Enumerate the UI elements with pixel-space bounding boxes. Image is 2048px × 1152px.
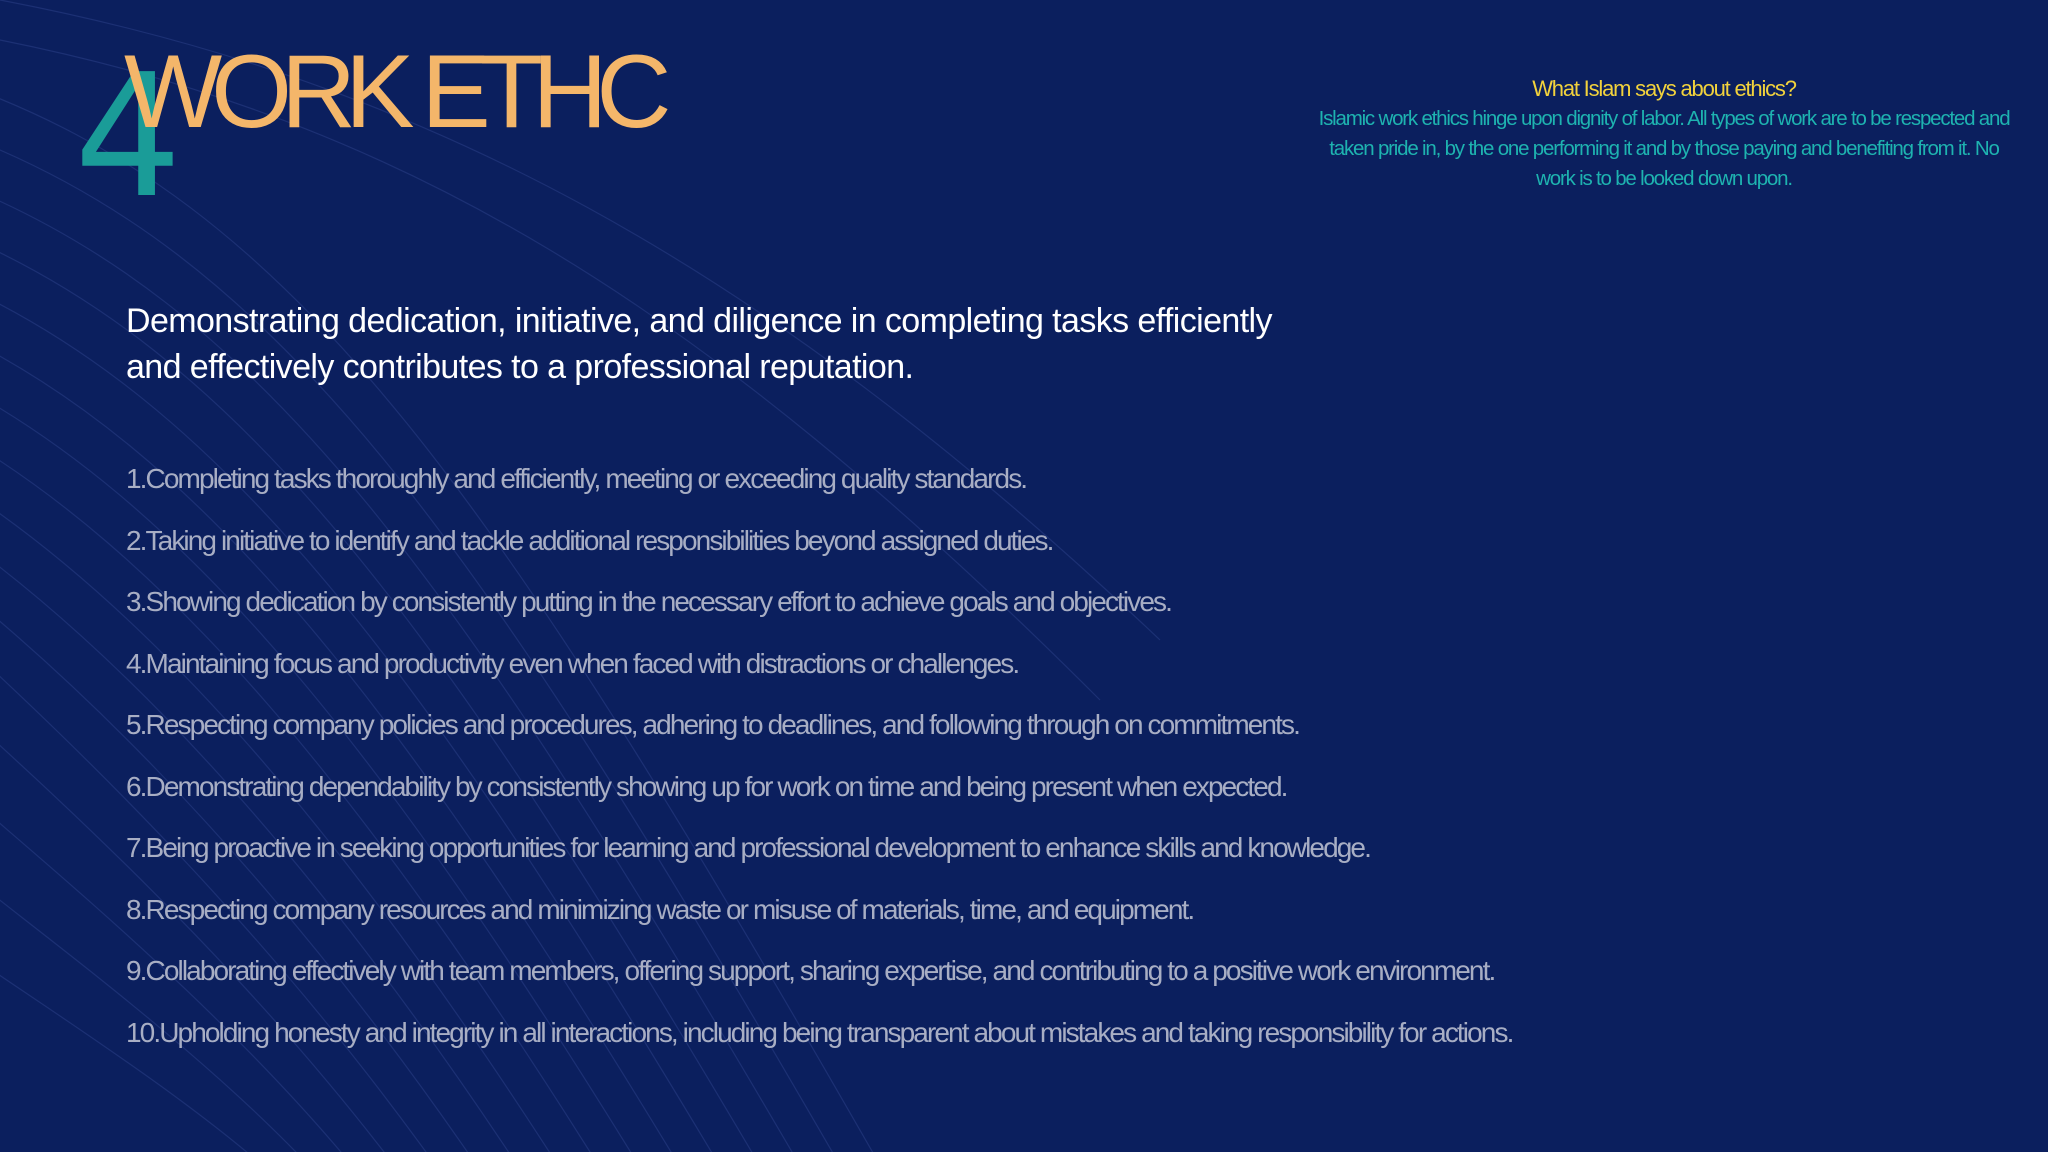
side-note-body: Islamic work ethics hinge upon dignity of labor. All types of work are to be respected and taken pride in, by the one performing it and by those paying and benefiting from it. No work is to be looked down upon. — [1318, 107, 2010, 190]
work-ethic-points-list — [126, 448, 1512, 1063]
side-note-heading: What Islam says about ethics? — [1532, 76, 1796, 101]
list-item: 1.Completing tasks thoroughly and efficiently, meeting or exceeding quality standards. — [126, 463, 1027, 494]
lead-line-2: and effectively contributes to a professional reputation. — [126, 348, 914, 386]
lead-line-1: Demonstrating dedication, initiative, and diligence in completing tasks efficiently — [126, 302, 1272, 340]
list-item: 10.Upholding honesty and integrity in all interactions, including being transparent about mistakes and taking responsibility for actions. — [126, 1016, 1513, 1048]
list-item: 8.Respecting company resources and minimizing waste or misuse of materials, time, and equipment. — [126, 893, 1194, 925]
list-item: 2.Taking initiative to identify and tackle additional responsibilities beyond assigned duties. — [126, 524, 1053, 556]
list-item: 4.Maintaining focus and productivity even when faced with distractions or challenges. — [126, 647, 1019, 679]
list-item: 6.Demonstrating dependability by consistently showing up for work on time and being present when expected. — [126, 770, 1287, 802]
slide-title: WORK ETHC — [124, 34, 661, 150]
slide-number: 4 — [74, 38, 179, 236]
list-item: 9.Collaborating effectively with team members, offering support, sharing expertise, and contributing to a positive work environment. — [126, 955, 1495, 986]
list-item: 7.Being proactive in seeking opportunities for learning and professional development to enhance skills and knowledge. — [126, 832, 1370, 863]
side-note — [1310, 74, 2018, 194]
list-item: 3.Showing dedication by consistently putting in the necessary effort to achieve goals and objectives. — [126, 586, 1172, 617]
list-item: 5.Respecting company policies and procedures, adhering to deadlines, and following through on commitments. — [126, 709, 1299, 740]
lead-paragraph — [126, 298, 1446, 390]
